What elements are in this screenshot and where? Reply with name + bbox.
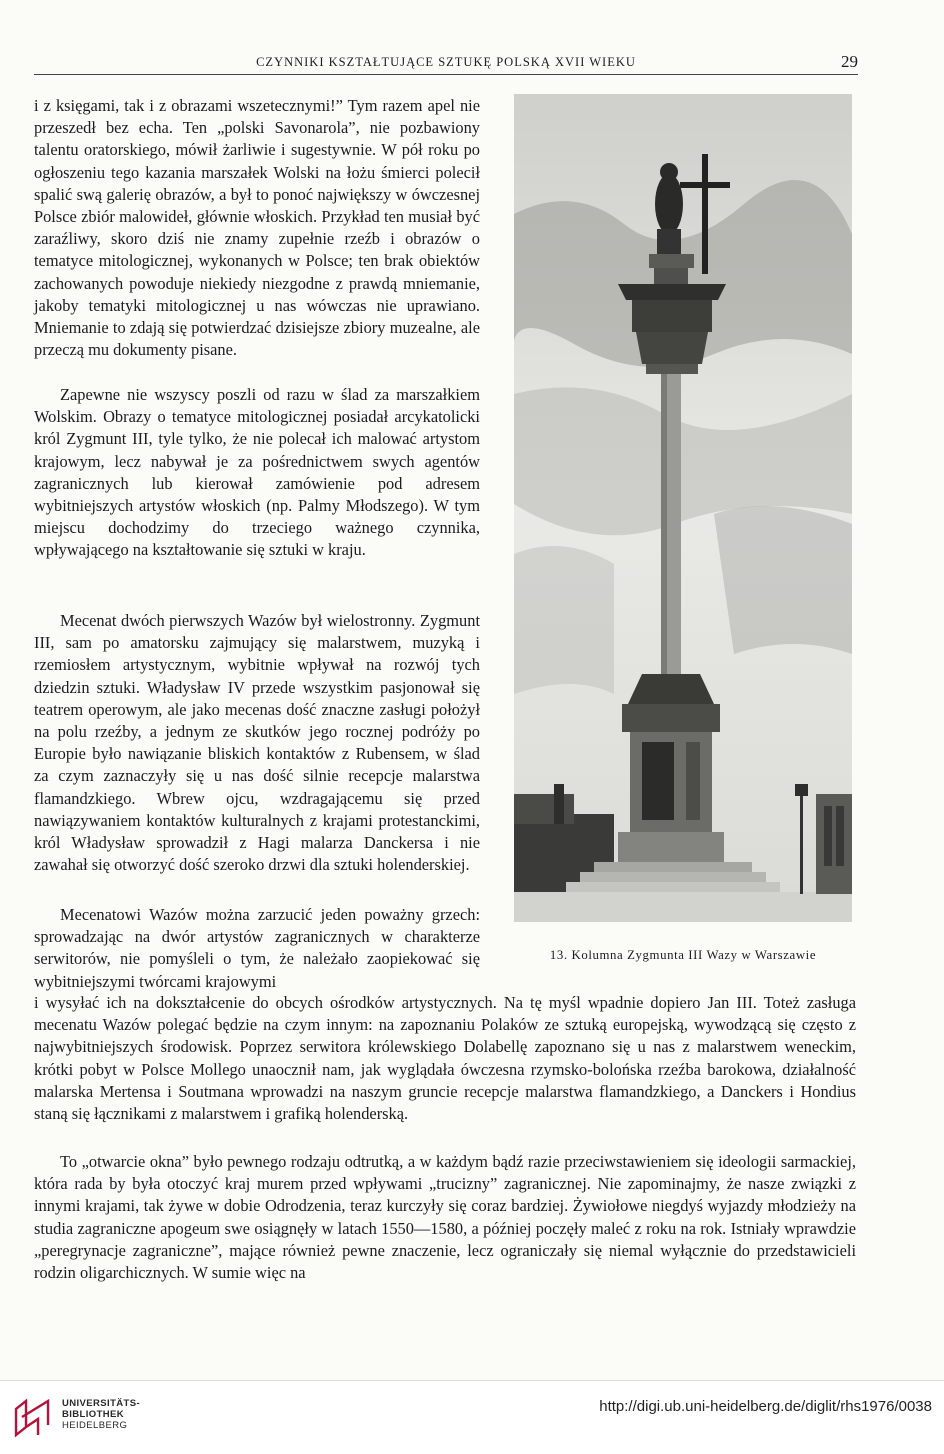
library-logo-icon [10,1395,54,1439]
body-paragraph-4: Mecenatowi Wazów można zarzucić jeden poważny grzech: sprowadzając na dwór artystów zagranicznych w charakterze serwitorów, nie pomyśleli o tym, że należało zaopiekować się wybitniejszymi twórcami krajowymi [34,905,480,991]
body-paragraph-5: i wysyłać ich na dokształcenie do obcych ośrodków artystycznych. Na tę myśl wpadnie dopiero Jan III. Toteż zasługa mecenatu Wazów polegać będzie na czym innym: na zapoznaniu Polaków ze sztuką europejską, wywodzącą się często z najwybitniejszych środowisk. Poprzez serwitora królewskiego Dolabellę zapoznano się u nas z malarstwem weneckim, krótki pobyt w Polsce Mollego unaocznił nam, jak wyglądała ówczesna rzymsko-bolońska rzeźba barokowa, działalność malarska Mertensa i Soutmana wprowadzi na naszym gruncie recepcje malarstwa flamandzkiego, a Danckers i Hondius staną się łącznikami z malarstwem i grafiką holenderską. [34,993,856,1124]
body-paragraph-3: Mecenat dwóch pierwszych Wazów był wielostronny. Zygmunt III, sam po amatorsku zajmujący się malarstwem, muzyką i rzemiosłem artystycznym, wybitnie wpływał na rozwój tych dziedzin sztuki. Władysław IV przede wszystkim pasjonował się teatrem operowym, ale jako mecenas dość znaczne zasługi położył na polu rzeźby, a jednym ze skutków jego rocznej podróży po Europie było nawiązanie bliskich kontaktów z Rubensem, w ślad za czym zaznaczyły się u nas dość silnie recepcje malarstwa flamandzkiego. Wbrew ojcu, wzdragającemu się przed nawiązywaniem kontaktów kulturalnych z krajami protestanckimi, król Władysław sprowadził z Hagi malarza Danckersa i nie zawahał się otworzyć dość szeroko drzwi dla sztuki holenderskiej. [34,611,480,875]
figure-caption: 13. Kolumna Zygmunta III Wazy w Warszawie [549,948,817,962]
column-photograph [514,94,852,922]
body-paragraph-2: Zapewne nie wszyscy poszli od razu w ślad za marszałkiem Wolskim. Obrazy o tematyce mitologicznej posiadał arcykatolicki król Zygmunt III, tyle tylko, że nie polecał ich malować artystom krajowym, lecz nabywał je za pośrednictwem swych agentów zagranicznych lub kierował zamówienie pod adresem wybitniejszych artystów włoskich (np. Palmy Młodszego). W tym miejscu dochodzimy do trzeciego ważnego czynnika, wpływającego na kształtowanie się sztuki w kraju. [34,385,480,560]
page-number: 29 [841,52,858,71]
permalink-url[interactable]: http://digi.ub.uni-heidelberg.de/diglit/rhs1976/0038 [599,1398,932,1415]
library-name [62,1398,140,1431]
running-header [34,52,858,75]
body-paragraph-1: i z księgami, tak i z obrazami wszetecznymi!” Tym razem apel nie przeszedł bez echa. Ten „polski Savonarola”, nie pozbawiony talentu oratorskiego, mówił żarliwie i sugestywnie. W pół roku po ogłoszeniu tego kazania marszałek Wolski na łożu śmierci polecił spalić swą galerię obrazów, a był to ponoć największy w ówczesnej Polsce zbiór malowideł, głównie włoskich. Przykład ten musiał być zaraźliwy, skoro dziś nie znamy zupełnie rzeźb i obrazów o tematyce mitologicznej, wykonanych w Polsce; ten brak obiektów zachowanych powoduje niekiedy niezgodne z prawdą mniemanie, jakoby tematyki mitologicznej u nas wówczas nie uprawiano. Mniemanie to zdają się potwierdzać dzisiejsze zbiory muzealne, ale przeczą mu dokumenty pisane. [34,96,480,360]
library-name-line3: HEIDELBERG [62,1420,128,1431]
library-footer [0,1380,944,1454]
library-name-line2: BIBLIOTHEK [62,1409,125,1420]
library-name-line1: UNIVERSITÄTS- [62,1398,141,1409]
sigismund-column-image [514,94,852,922]
running-title: CZYNNIKI KSZTAŁTUJĄCE SZTUKĘ POLSKĄ XVII WIEKU [256,55,636,69]
body-paragraph-6: To „otwarcie okna” było pewnego rodzaju odtrutką, a w każdym bądź razie przeciwstawieniem się ideologii sarmackiej, która rada by była otoczyć kraj murem przed wpływami „trucizny” zagranicznej. Nie zapominajmy, że nasze związki z innymi krajami, tak żywe w dobie Odrodzenia, teraz kurczyły się coraz bardziej. Żywiołowe niegdyś wyjazdy młodzieży na studia zagraniczne apogeum swe osiągnęły w latach 1550—1580, a później poczęły maleć z roku na rok. Istniały wprawdzie „peregrynacje zagraniczne”, mające również pewne znaczenie, lecz ograniczały się niemal wyłącznie do przedstawicieli rodzin oligarchicznych. W sumie więc na [34,1152,856,1283]
